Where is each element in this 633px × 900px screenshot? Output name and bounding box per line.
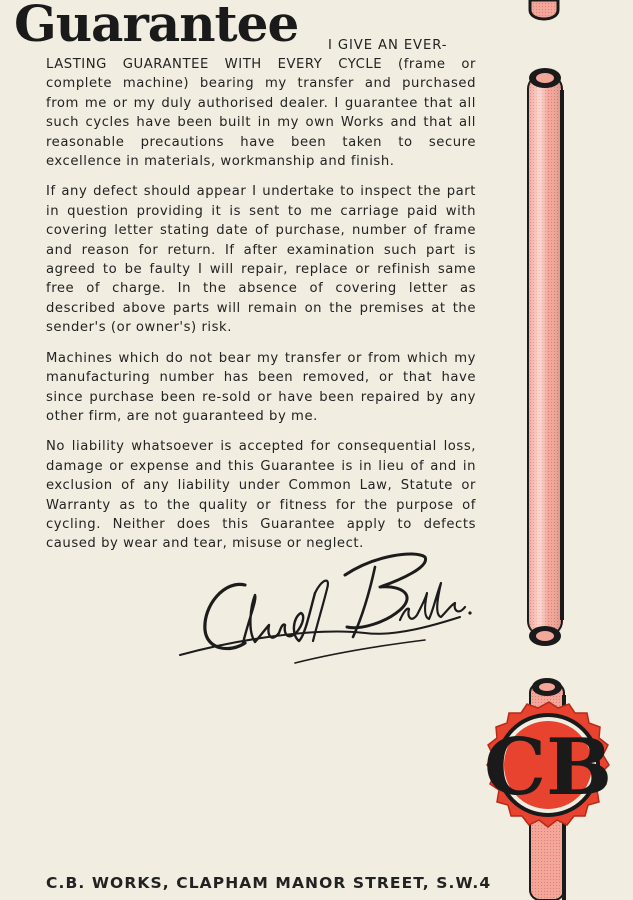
intro-first-line: I GIVE AN EVER-	[328, 38, 448, 53]
logo-lettering: CB	[483, 722, 613, 813]
paragraph-exclusions: Machines which do not bear my transfer or from which my manufacturing number has been removed, or that have since purchase been re-sold or have been repaired by any other firm, are not guaranteed by me.	[46, 350, 476, 424]
paragraph-liability: No liability whatsoever is accepted for consequential loss, damage or expense and this Guarantee is in lieu of and in exclusion of any liability under Common Law, Statute or Warranty as to the quality or fitness for the purpose of cycling. Neither does this Guarantee apply to defects caused by wear and tear, misuse or neglect.	[46, 439, 476, 552]
cb-logo-seal	[466, 690, 633, 860]
frame-tube-illustration	[500, 0, 600, 660]
guarantee-body	[46, 55, 476, 565]
paragraph-defects: If any defect should appear I undertake to inspect the part in question providing it is sent to me carriage paid with covering letter stating date of purchase, number of frame and reason for return. If after examination such part is agreed to be faulty I will repair, replace or refinish same free of charge. In the absence of covering letter as described above parts will remain on the premises at the sender's (or owner's) risk.	[46, 184, 476, 336]
paragraph-guarantee: LASTING GUARANTEE WITH EVERY CYCLE (frame or complete machine) bearing my transfer and purchased from me or my duly authorised dealer. I guarantee that all such cycles have been built in my own Works and that all reasonable precautions have been taken to secure excellence in materials, workmanship and finish.	[46, 57, 476, 170]
works-address: C.B. WORKS, CLAPHAM MANOR STREET, S.W.4	[46, 874, 492, 892]
signature-image	[175, 545, 475, 670]
page-title: Guarantee	[14, 0, 299, 53]
